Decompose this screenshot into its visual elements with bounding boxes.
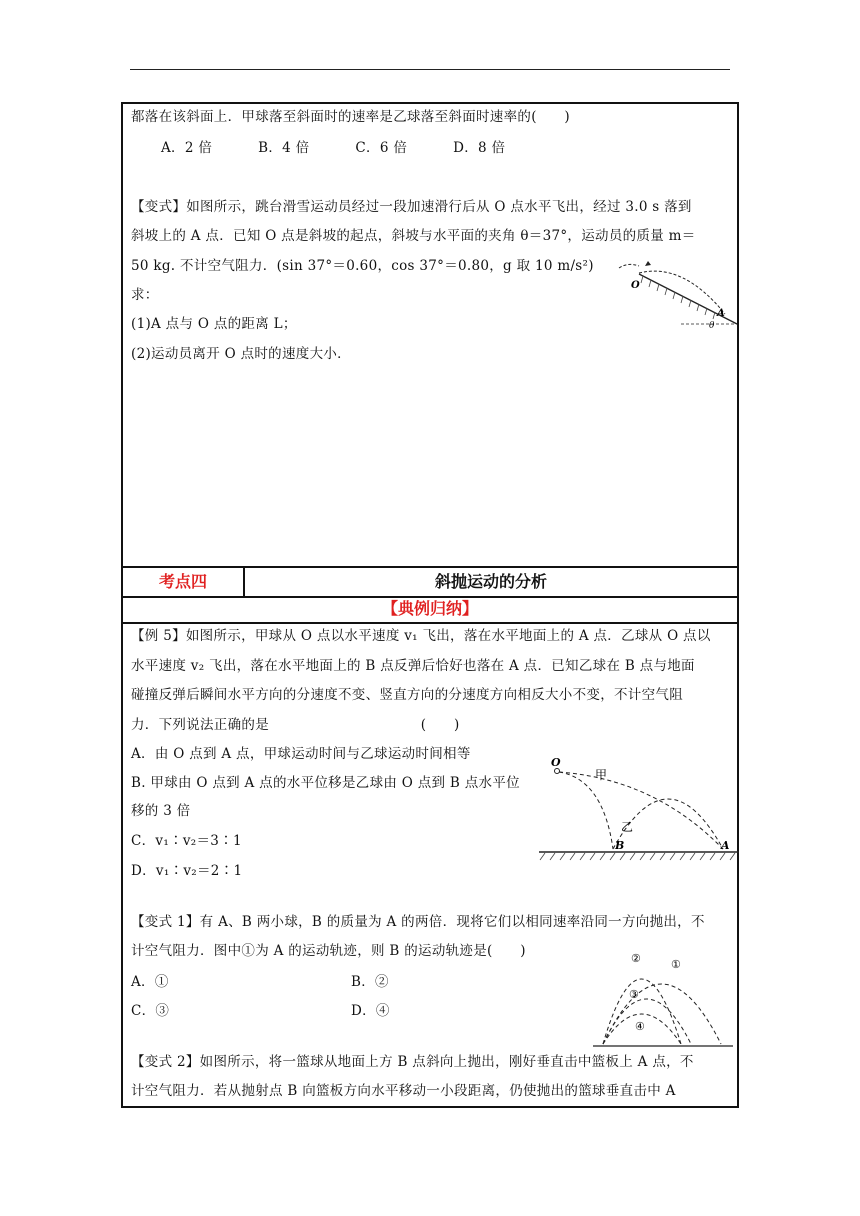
circled-4: ④ bbox=[635, 1020, 645, 1033]
variant-2-question: 【变式 2】如图所示，将一篮球从地面上方 B 点斜向上抛出，刚好垂直击中篮板上 A 点，不 bbox=[131, 1054, 694, 1070]
option-b: B．② bbox=[351, 974, 389, 990]
option-a: A．由 O 点到 A 点，甲球运动时间与乙球运动时间相等 bbox=[131, 746, 471, 762]
label-jia: 甲 bbox=[595, 768, 608, 782]
text-line: 计空气阻力．图中①为 A 的运动轨迹，则 B 的运动轨迹是( ) bbox=[131, 943, 526, 959]
option-b-cont: 移的 3 倍 bbox=[131, 803, 191, 819]
label-o: O bbox=[631, 280, 640, 291]
text-line: 斜坡上的 A 点．已知 O 点是斜坡的起点，斜坡与水平面的夹角 θ＝37°，运动员的质量 m＝ bbox=[131, 228, 696, 244]
section-title: 斜抛运动的分析 bbox=[434, 572, 547, 591]
option-c: C．v₁∶v₂＝3∶1 bbox=[131, 833, 242, 849]
section-header-row bbox=[123, 566, 737, 598]
label-theta: θ bbox=[709, 321, 715, 331]
circled-2: ② bbox=[631, 952, 641, 965]
skier-icon bbox=[645, 261, 651, 266]
text-line: 碰撞反弹后瞬间水平方向的分速度不变、竖直方向的分速度方向相反大小不变，不计空气阻 bbox=[131, 687, 683, 703]
answer-options: A．2 倍 B．4 倍 C．6 倍 D．8 倍 bbox=[161, 140, 506, 156]
text-line: 求： bbox=[131, 287, 159, 303]
option-a: A．① bbox=[131, 974, 169, 990]
option-d: D．④ bbox=[351, 1003, 390, 1019]
label-b: B bbox=[615, 839, 625, 852]
option-c: C．③ bbox=[131, 1003, 170, 1019]
label-a: A bbox=[717, 308, 725, 319]
text-line: 都落在该斜面上．甲球落至斜面时的速率是乙球落至斜面时速率的( ) bbox=[131, 109, 570, 125]
sub-question-2: (2)运动员离开 O 点时的速度大小． bbox=[131, 346, 351, 362]
ski-jump-figure bbox=[613, 254, 743, 329]
option-d: D．v₁∶v₂＝2∶1 bbox=[131, 863, 243, 879]
sub-question-1: (1)A 点与 O 点的距离 L； bbox=[131, 316, 297, 332]
text-line: 力．下列说法正确的是 ( ) bbox=[131, 717, 460, 733]
label-a: A bbox=[721, 839, 730, 852]
text-line: 计空气阻力．若从抛射点 B 向篮板方向水平移动一小段距离，仍使抛出的篮球垂直击中 A bbox=[131, 1083, 676, 1099]
label-yi: 乙 bbox=[621, 820, 634, 834]
section-number: 考点四 bbox=[123, 568, 245, 596]
subsection-header: 【典例归纳】 bbox=[123, 596, 737, 624]
circled-3: ③ bbox=[629, 988, 639, 1001]
variant-1-question: 【变式 1】有 A、B 两小球，B 的质量为 A 的两倍．现将它们以相同速率沿同一方向抛出，不 bbox=[131, 914, 705, 930]
example-question: 【例 5】如图所示，甲球从 O 点以水平速度 v₁ 飞出，落在水平地面上的 A 点．乙球从 O 点以 bbox=[131, 628, 711, 644]
header-rule bbox=[130, 69, 730, 70]
label-o: O bbox=[551, 756, 561, 769]
text-line: 50 kg. 不计空气阻力．(sin 37°＝0.60，cos 37°＝0.80，g 取 10 m/s²) bbox=[131, 258, 594, 274]
option-b: B. 甲球由 O 点到 A 点的水平位移是乙球由 O 点到 B 点水平位 bbox=[131, 775, 520, 791]
circled-1: ① bbox=[671, 958, 681, 971]
projectile-figure bbox=[535, 756, 740, 861]
text-line: 水平速度 v₂ 飞出，落在水平地面上的 B 点反弹后恰好也落在 A 点．已知乙球在 B 点与地面 bbox=[131, 658, 695, 674]
content-frame bbox=[121, 102, 739, 1108]
trajectories-figure bbox=[591, 944, 736, 1049]
variant-question: 【变式】如图所示，跳台滑雪运动员经过一段加速滑行后从 O 点水平飞出，经过 3.0 s 落到 bbox=[131, 199, 692, 215]
